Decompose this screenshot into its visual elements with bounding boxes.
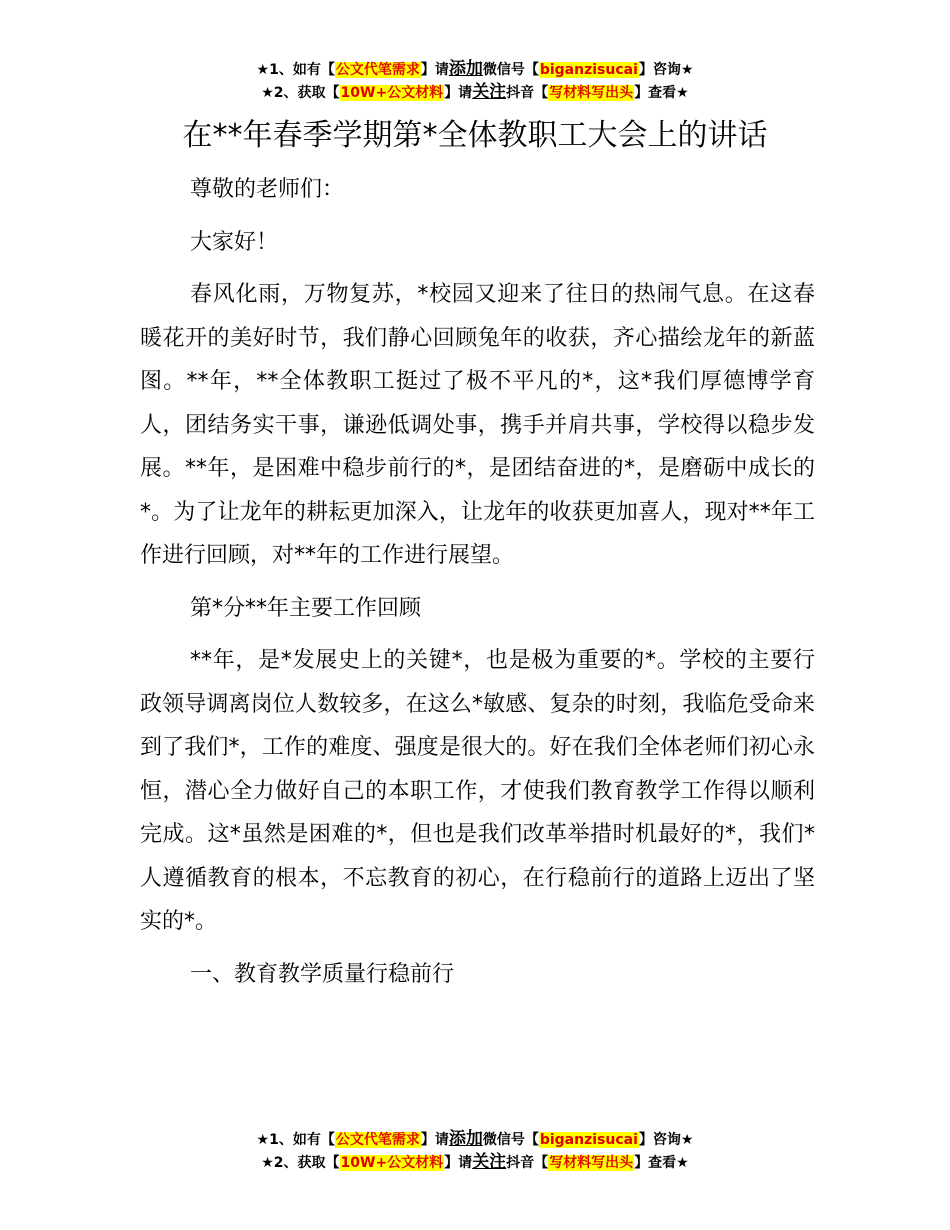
paragraph-review: **年，是*发展史上的关键*，也是极为重要的*。学校的主要行政领导调离岗位人数较多，在这么*敏感、复杂的时刻，我临危受命来到了我们*，工作的难度、强度是很大的。好在我们全体老师们初心永恒，潜心全力做好自己的本职工作，才使我们教育教学工作得以顺利完成。这*虽然是困难的*，但也是我们改革举措时机最好的*，我们*人遵循教育的根本，不忘教育的初心，在行稳前行的道路上迈出了坚实的*。	[140, 648, 815, 934]
banner-text: 】查看★	[634, 85, 689, 101]
document-body	[140, 168, 815, 1005]
banner-text: 抖音【	[506, 85, 549, 101]
banner-text: ★2、获取【	[261, 85, 340, 101]
salutation: 尊敬的老师们：	[190, 177, 345, 202]
banner-text: ★1、如有【	[256, 1132, 335, 1148]
footer-banner-line-2	[0, 1151, 950, 1174]
header-banner-line-1	[0, 58, 950, 81]
banner-underline: 关注	[472, 82, 507, 102]
banner-text: 】咨询★	[638, 1132, 694, 1148]
header-banner-line-2	[0, 81, 950, 104]
banner-text: ★2、获取【	[261, 1155, 340, 1171]
section-heading: 第*分**年主要工作回顾	[190, 595, 422, 621]
banner-text: 】请	[420, 62, 449, 78]
greeting: 大家好！	[190, 229, 279, 255]
banner-text: 】查看★	[634, 1155, 689, 1171]
banner-highlight-douyin-id: 写材料写出头	[549, 1155, 634, 1171]
banner-text: 】请	[420, 1132, 449, 1148]
banner-underline: 关注	[472, 1152, 507, 1172]
paragraph-intro: 春风化雨，万物复苏，*校园又迎来了往日的热闹气息。在这春暖花开的美好时节，我们静心回顾兔年的收获，齐心描绘龙年的新蓝图。**年，**全体教职工挺过了极不平凡的*，这*我们厚德博学育人，团结务实干事，谦逊低调处事，携手并肩共事，学校得以稳步发展。**年，是困难中稳步前行的*，是团结奋进的*，是磨砺中成长的*。为了让龙年的耕耘更加深入，让龙年的收获更加喜人，现对**年工作进行回顾，对**年的工作进行展望。	[140, 282, 815, 568]
header-banner	[0, 58, 950, 104]
banner-text: 】咨询★	[638, 62, 694, 78]
banner-text: 抖音【	[506, 1155, 549, 1171]
footer-banner-line-1	[0, 1128, 950, 1151]
banner-highlight-wechat-id: biganzisucai	[539, 62, 638, 78]
banner-text: 微信号【	[482, 1132, 539, 1148]
banner-text: 微信号【	[482, 62, 539, 78]
banner-highlight-douyin-id: 写材料写出头	[549, 85, 634, 101]
banner-highlight: 公文代笔需求	[335, 1132, 420, 1148]
subsection-heading: 一、教育教学质量行稳前行	[190, 961, 455, 987]
banner-highlight: 10W+公文材料	[340, 85, 444, 101]
document-title: 在**年春季学期第*全体教职工大会上的讲话	[182, 118, 768, 153]
banner-text: ★1、如有【	[256, 62, 335, 78]
banner-text: 】请	[444, 1155, 473, 1171]
banner-highlight: 10W+公文材料	[340, 1155, 444, 1171]
banner-underline: 添加	[448, 59, 483, 79]
footer-banner	[0, 1128, 950, 1174]
banner-underline: 添加	[448, 1129, 483, 1149]
banner-highlight-wechat-id: biganzisucai	[539, 1132, 638, 1148]
banner-text: 】请	[444, 85, 473, 101]
banner-highlight: 公文代笔需求	[335, 62, 420, 78]
